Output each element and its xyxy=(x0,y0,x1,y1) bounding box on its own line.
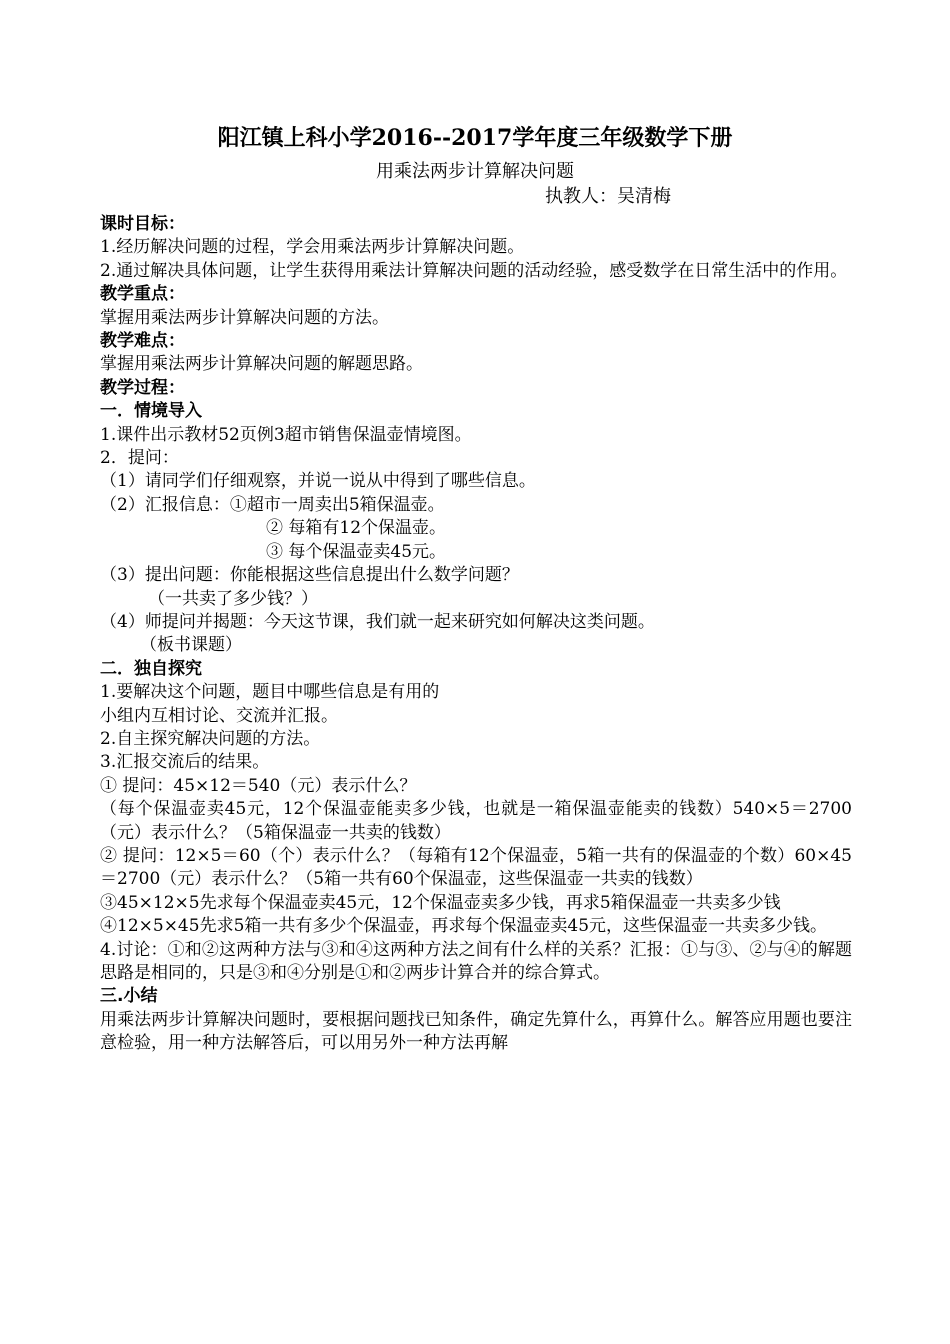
part1-heading: 一．情境导入 xyxy=(100,401,202,422)
teacher-line: 执教人：吴清梅 xyxy=(545,186,671,207)
difficulty-text: 掌握用乘法两步计算解决问题的解题思路。 xyxy=(100,354,423,375)
lesson-subtitle: 用乘法两步计算解决问题 xyxy=(376,161,574,182)
process-heading: 教学过程： xyxy=(100,377,185,398)
part2-line-8: ③45×12×5先求每个保温壶卖45元，12个保温壶卖多少钱，再求5箱保温壶一共卖多少钱 xyxy=(100,892,781,913)
document-body xyxy=(100,213,852,1056)
part2-line-7: ② 提问：12×5＝60（个）表示什么？（每箱有12个保温壶，5箱一共有的保温壶的个数）60×45＝2700（元）表示什么？（5箱一共有60个保温壶，这些保温壶一共卖的钱数） xyxy=(100,845,852,890)
goal-2: 2.通过解决具体问题，让学生获得用乘法计算解决问题的活动经验，感受数学在日常生活中的作用。 xyxy=(100,260,848,281)
part1-line-2: 2．提问： xyxy=(100,448,179,469)
part1-line-5: ② 每箱有12个保温壶。 xyxy=(266,518,447,539)
part1-line-4: （2）汇报信息：①超市一周卖出5箱保温壶。 xyxy=(100,494,445,515)
part2-line-9: ④12×5×45先求5箱一共有多少个保温壶，再求每个保温壶卖45元，这些保温壶一共卖多少钱。 xyxy=(100,916,828,937)
part2-line-5: ① 提问：45×12＝540（元）表示什么？ xyxy=(100,775,417,796)
part2-line-2: 小组内互相讨论、交流并汇报。 xyxy=(100,705,338,726)
part1-line-1: 1.课件出示教材52页例3超市销售保温壶情境图。 xyxy=(100,424,472,445)
part2-line-1: 1.要解决这个问题，题目中哪些信息是有用的 xyxy=(100,682,440,703)
part2-line-3: 2.自主探究解决问题的方法。 xyxy=(100,728,321,749)
part1-line-6: ③ 每个保温壶卖45元。 xyxy=(266,541,447,562)
document-title: 阳江镇上科小学2016--2017学年度三年级数学下册 xyxy=(217,125,733,151)
part1-line-7: （3）提出问题：你能根据这些信息提出什么数学问题？ xyxy=(100,565,519,586)
key-heading: 教学重点： xyxy=(100,284,185,305)
part1-line-10: （板书课题） xyxy=(140,635,242,656)
goal-1: 1.经历解决问题的过程，学会用乘法两步计算解决问题。 xyxy=(100,237,525,258)
part2-line-4: 3.汇报交流后的结果。 xyxy=(100,752,270,773)
part2-line-10: 4.讨论：①和②这两种方法与③和④这两种方法之间有什么样的关系？汇报：①与③、②与④的解题思路是相同的，只是③和④分别是①和②两步计算合并的综合算式。 xyxy=(100,939,852,983)
difficulty-heading: 教学难点： xyxy=(100,331,185,352)
key-text: 掌握用乘法两步计算解决问题的方法。 xyxy=(100,307,389,328)
part1-line-3: （1）请同学们仔细观察，并说一说从中得到了哪些信息。 xyxy=(100,471,536,492)
part1-line-9: （4）师提问并揭题：今天这节课，我们就一起来研究如何解决这类问题。 xyxy=(100,611,655,632)
goals-heading: 课时目标： xyxy=(100,214,185,234)
part2-heading: 二．独自探究 xyxy=(100,658,202,679)
part2-line-6: （每个保温壶卖45元，12个保温壶能卖多少钱，也就是一箱保温壶能卖的钱数）540×5＝2700（元）表示什么？（5箱保温壶一共卖的钱数） xyxy=(100,799,852,843)
part3-line-1: 用乘法两步计算解决问题时，要根据问题找已知条件，确定先算什么，再算什么。解答应用题也要注意检验，用一种方法解答后，可以用另外一种方法再解 xyxy=(100,1009,852,1054)
part1-line-8: （一共卖了多少钱？） xyxy=(148,588,318,609)
part3-heading: 三.小结 xyxy=(100,986,158,1007)
